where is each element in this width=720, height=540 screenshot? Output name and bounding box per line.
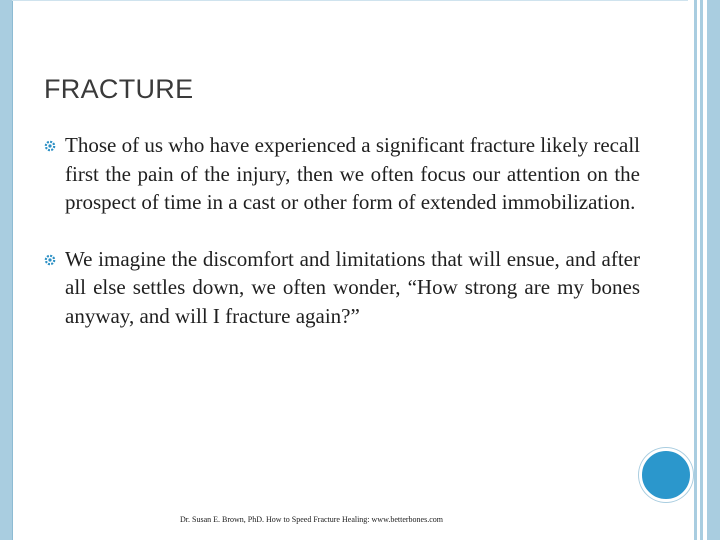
left-frame-bar bbox=[0, 0, 13, 540]
right-frame-stripes bbox=[688, 0, 720, 540]
top-frame-line bbox=[12, 0, 688, 1]
bullet-text: Those of us who have experienced a significant fracture likely recall first the pain of the injury, then we often focus our attention on the prospect of time in a cast or other form of extended immobilization. bbox=[65, 133, 640, 214]
bullet-item bbox=[44, 245, 640, 331]
bullet-list bbox=[44, 131, 640, 358]
bullet-item bbox=[44, 131, 640, 217]
decorative-circle bbox=[639, 448, 693, 502]
gear-icon bbox=[44, 140, 56, 152]
bullet-text: We imagine the discomfort and limitations that will ensue, and after all else settles down, we often wonder, “How strong are my bones anyway, and will I fracture again?” bbox=[65, 246, 640, 328]
footer-credit: Dr. Susan E. Brown, PhD. How to Speed Fracture Healing: www.betterbones.com bbox=[180, 515, 443, 524]
gear-icon bbox=[44, 254, 56, 266]
slide-title: FRACTURE bbox=[44, 74, 194, 104]
